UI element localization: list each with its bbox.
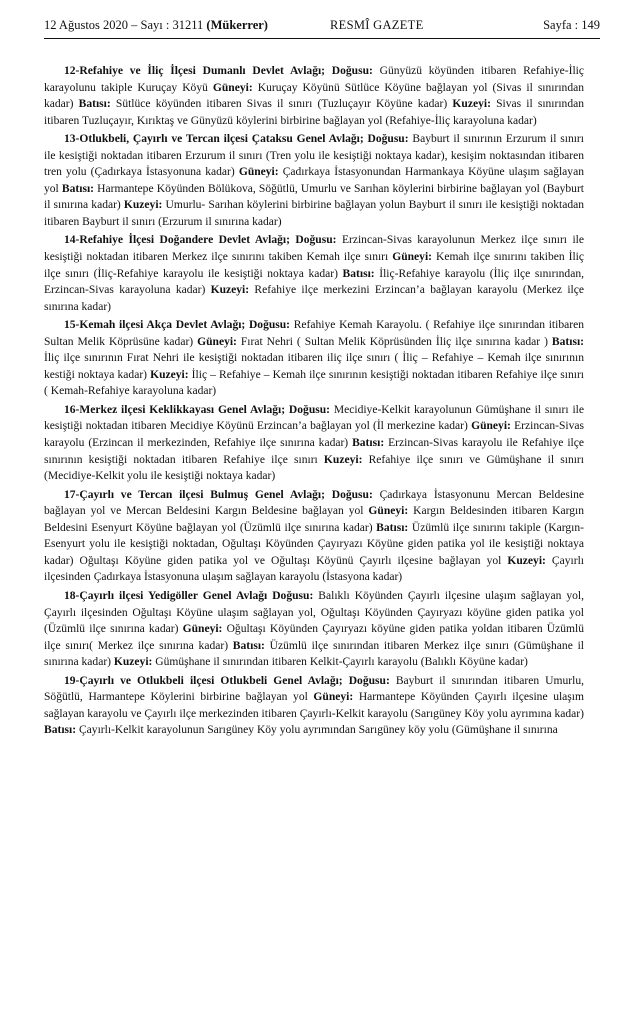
direction-colon: :	[248, 81, 253, 94]
direction-label: Batısı:	[58, 182, 94, 195]
direction-label: Doğusu:	[324, 488, 373, 501]
direction-label: Batısı	[73, 98, 107, 111]
gazette-name: RESMÎ GAZETE	[330, 18, 424, 32]
issue-date-number: 12 Ağustos 2020 – Sayı : 31211	[44, 18, 204, 32]
direction-colon: :	[106, 98, 111, 111]
direction-colon: :	[369, 65, 373, 77]
direction-label: Kuzeyi:	[147, 368, 189, 381]
boundary-text: Harmantepe Köyünden Bölükova, Söğütlü, Umurlu ve Sarıhan köylerini birbirine bağlayan yol (Bayburt il sınırına kadar)	[44, 182, 584, 212]
boundary-text: Refahiye ilçe sınırı ve Gümüşhane il sınırı (Mecidiye-Kelkit yolu ile kesiştiği noktaya kadar)	[44, 453, 584, 483]
boundary-text: Harmantepe Köyünden Çayırlı ilçesine ulaşım sağlayan karayolu ve Çayırlı ilçe merkezinden itibaren Çayırlı-Kelkit karayolu (Sarıgüney Köy yolu ayrımına kadar)	[44, 691, 584, 720]
boundary-text: Refahiye Kemah Karayolu. ( Refahiye ilçe sınırından itibaren Sultan Melik Köprüsüne kadar)	[44, 319, 584, 348]
boundary-text: İliç ilçe sınırının Fırat Nehri ile kesiştiği noktadan itibaren iliç ilçe sınırı ( İliç – Refahiye – Kemah ilçe sınırının kestiği noktaya kadar)	[44, 352, 584, 381]
header-divider	[44, 38, 600, 39]
boundary-text: Bayburt il sınırından itibaren Umurlu, Söğütlü, Harmantepe Köylerini birbirine bağlayan yol	[44, 674, 584, 704]
edition-label: (Mükerrer)	[206, 18, 268, 32]
boundary-text: Üzümlü ilçe sınırından itibaren Merkez ilçe sınırı (Gümüşhane il sınırına kadar)	[44, 639, 584, 669]
direction-label: Doğusu:	[363, 133, 409, 146]
section-title: 18-Çayırlı ilçesi Yedigöller Genel Avlağı	[64, 589, 268, 602]
direction-label: Kuzeyi:	[120, 199, 163, 212]
section-title: 12-Refahiye ve İliç İlçesi Dumanlı Devlet Avlağı;	[64, 65, 326, 77]
boundary-text: Mecidiye-Kelkit karayolunun Gümüşhane il sınırı ile kesiştiği noktadan itibaren Mecidiye Köyünü Erzincan’a bağlayan yol (İl merkezine kadar)	[44, 403, 584, 433]
boundary-text: Günyüzü köyünden itibaren Refahiye-İliç karayolunu takiple Kuruçay Köyü	[44, 65, 584, 94]
direction-colon: :	[309, 589, 314, 602]
direction-label: Doğusu:	[289, 234, 337, 247]
direction-colon: :	[487, 98, 491, 111]
boundary-text: Kemah ilçe sınırını takiben İliç ilçe sınırı (İliç-Refahiye karayolu ile kesiştiği noktaya kadar)	[44, 251, 584, 280]
boundary-text: Gümüşhane il sınırından itibaren Kelkit-Çayırlı karayolu (Balıklı Köyüne kadar)	[152, 656, 528, 669]
direction-label: Kuzeyi:	[205, 284, 250, 297]
boundary-text: Sütlüce köyünden itibaren Sivas il sınırı (Tuzluçayır Köyüne kadar)	[110, 98, 448, 111]
direction-label: Doğusu	[267, 589, 310, 602]
direction-label: Güneyi:	[178, 623, 223, 636]
section-title: 19-Çayırlı ve Otlukbeli ilçesi Otlukbeli Genel Avlağı;	[64, 674, 343, 687]
boundary-text: Üzümlü ilçe sınırını takiple (Kargın-Esenyurt yolu ile kesiştiği noktadan, Oğultaşı Köyünden Çayıryazı Köyüne giden patika yol ile kesiştiği noktaya kadar) Oğultaşı Köyüne giden patika yol ve Oğultaşı Köyünü Çayırlı ilçesine bağlayan yol	[44, 521, 584, 567]
section-title: 13-Otlukbeli, Çayırlı ve Tercan ilçesi Çataksu Genel Avlağı;	[64, 133, 364, 146]
boundary-text: İliç-Refahiye karayolu (İliç ilçe sınırından, Erzincan-Sivas karayoluna kadar)	[44, 267, 584, 297]
direction-label: Doğusu	[325, 65, 370, 77]
direction-label: Kuzeyi:	[111, 656, 153, 669]
document-body	[44, 63, 584, 741]
boundary-text: Fırat Nehri ( Sultan Melik Köprüsünden İliç ilçe sınırına kadar )	[236, 335, 548, 348]
direction-label: Güneyi	[207, 81, 249, 94]
boundary-text: Sivas il sınırından itibaren Tuzluçayır, Kırıktaş ve Günyüzü köylerini birbirine bağlayan yol (Refahiye-İliç karayoluna kadar)	[44, 98, 585, 127]
direction-label: Güneyi:	[467, 420, 511, 433]
direction-label: Batısı:	[372, 521, 409, 534]
boundary-text: Çadırkaya İstasyonundan Harmankaya Köyüne ulaşım sağlayan yol	[44, 166, 584, 195]
direction-label: Güneyi:	[234, 166, 279, 179]
boundary-text: Kuruçay Köyünü Sütlüce Köyüne bağlayan yol (Sivas il sınırından kadar)	[44, 81, 584, 111]
boundary-text: Kargın Beldesinden itibaren Kargın Beldesini Esenyurt Köyüne bağlayan yol (Üzümlü ilçe sınırına kadar)	[44, 505, 585, 534]
boundary-text: Erzincan-Sivas karayolunun Merkez ilçe sınırı ile kesiştiği noktadan itibaren Merkez ilçe sınırını takiben Kemah ilçe sınırı	[44, 234, 585, 264]
boundary-text: Çayırlı ilçesinden Çadırkaya İstasyonuna ulaşım sağlayan karayolu (İstasyona kadar)	[44, 554, 584, 584]
issue-info	[44, 18, 268, 33]
direction-label: Güneyi:	[193, 335, 237, 348]
direction-label: Doğusu:	[285, 403, 330, 416]
direction-label: Batısı:	[547, 335, 584, 348]
boundary-text: İliç – Refahiye – Kemah ilçe sınırının kesiştiği noktadan itibaren Refahiye ilçe sınırı ( Kemah-Refahiye karayoluna kadar)	[44, 368, 584, 398]
direction-label: Kuzeyi:	[501, 554, 546, 567]
direction-label: Kuzeyi	[447, 98, 488, 111]
boundary-text: Refahiye ilçe merkezini Erzincan’a bağlayan karayolu (Merkez ilçe sınırına kadar)	[44, 284, 584, 313]
section-paragraph	[44, 588, 584, 671]
section-paragraph	[44, 131, 584, 230]
section-title: 14-Refahiye İlçesi Doğandere Devlet Avlağı;	[64, 234, 290, 247]
direction-label: Güneyi:	[307, 691, 354, 704]
section-title: 15-Kemah ilçesi Akça Devlet Avlağı;	[64, 319, 246, 332]
section-paragraph	[44, 673, 584, 739]
direction-label: Batısı:	[44, 724, 77, 737]
direction-label: Batısı:	[348, 437, 385, 450]
boundary-text: Oğultaşı Köyünden Çayıryazı köyüne giden patika yoldan itibaren Üzümlü ilçe sınırı( Merkez ilçe sınırına kadar)	[44, 623, 585, 652]
section-title: 16-Merkez ilçesi Keklikkayası Genel Avlağı;	[64, 403, 286, 416]
boundary-text: Çayırlı-Kelkit karayolunun Sarıgüney Köy yolu ayrımından Sarıgüney köy yolu (Gümüşhane il sınırına	[76, 724, 558, 737]
section-paragraph	[44, 317, 584, 400]
direction-label: Doğusu:	[245, 319, 291, 332]
boundary-text: Erzincan-Sivas karayolu (Erzincan il merkezinden, Refahiye ilçe sınırına kadar)	[44, 420, 584, 450]
direction-label: Güneyi:	[388, 251, 433, 264]
section-title: 17-Çayırlı ve Tercan ilçesi Bulmuş Genel Avlağı;	[64, 488, 325, 501]
direction-label: Doğusu:	[342, 674, 390, 687]
section-paragraph	[44, 63, 584, 129]
section-paragraph	[44, 487, 584, 586]
boundary-text: Balıklı Köyünden Çayırlı ilçesine ulaşım sağlayan yol, Çayırlı ilçesinden Oğultaşı Köyüne ulaşım sağlayan yol, Oğultaşı Köyünden Çayıryazı köyüne giden patika yol (Üzümlü ilçe sınırına kadar)	[44, 589, 584, 636]
section-paragraph	[44, 232, 584, 315]
direction-label: Kuzeyi:	[317, 453, 363, 466]
boundary-text: Umurlu- Sarıhan köylerini birbirine bağlayan yolun Bayburt il sınırı ile kesiştiği noktadan itibaren Bayburt il sınırı (Erzurum il sınırına kadar)	[44, 199, 584, 228]
section-paragraph	[44, 402, 584, 485]
boundary-text: Erzincan-Sivas karayolu ile Refahiye ilçe sınırının kesiştiği noktadan itibaren Refahiye ilçe sınırı	[44, 437, 584, 466]
boundary-text: Çadırkaya İstasyonunu Mercan Beldesine bağlayan yol ve Mercan Beldesini Kargın Beldesine bağlayan yol	[44, 488, 584, 518]
page-header	[44, 14, 600, 36]
page-number: Sayfa : 149	[543, 18, 600, 32]
boundary-text: Bayburt il sınırının Erzurum il sınırı ile kesiştiği noktadan itibaren Erzurum il sınırı (Tren yolu ile kesiştiği noktaya kadar), kesişim noktasından itibaren tren yolu (Çadırkaya İstasyonuna kadar)	[44, 133, 584, 179]
direction-label: Batısı:	[337, 267, 375, 280]
direction-label: Güneyi:	[363, 505, 409, 518]
direction-label: Batısı:	[228, 639, 265, 652]
